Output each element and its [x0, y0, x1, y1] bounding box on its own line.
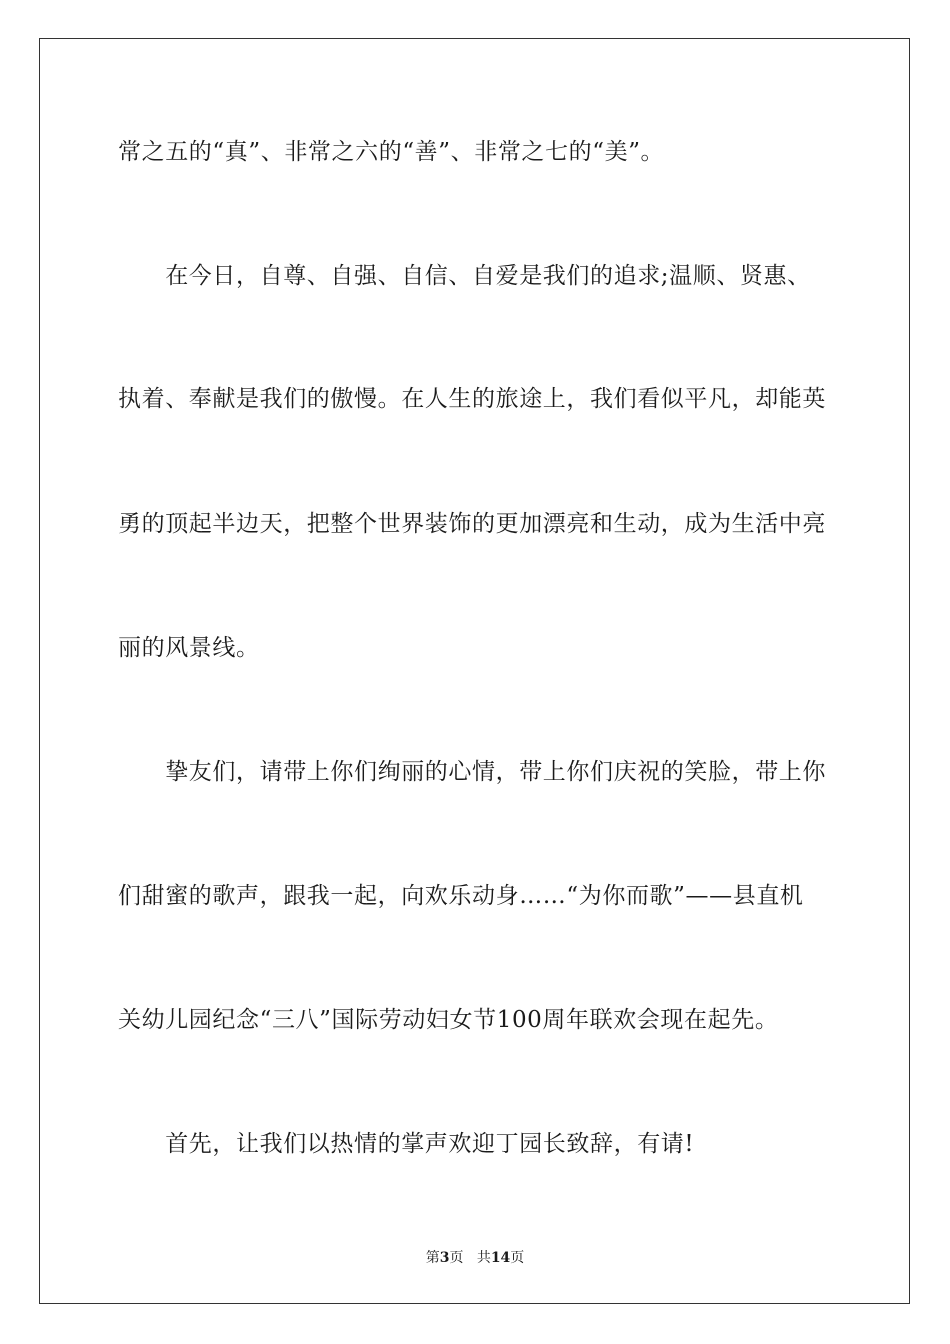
body-line-2: 在今日，自尊、自强、自信、自爱是我们的追求;温顺、贤惠、	[118, 263, 811, 289]
page-border	[39, 38, 910, 1304]
footer-page-suffix: 页	[449, 1250, 464, 1266]
body-line-9: 首先，让我们以热情的掌声欢迎丁园长致辞，有请!	[118, 1131, 695, 1157]
footer-total-suffix: 页	[510, 1250, 525, 1266]
body-line-5: 丽的风景线。	[118, 635, 260, 661]
total-page-number: 14	[490, 1250, 511, 1266]
body-line-1: 常之五的“真”、非常之六的“善”、非常之七的“美”。	[118, 139, 665, 165]
footer-prefix: 第	[425, 1250, 440, 1266]
body-line-7: 们甜蜜的歌声，跟我一起，向欢乐动身……“为你而歌”——县直机	[118, 883, 804, 909]
body-line-8: 关幼儿园纪念“三八”国际劳动妇女节100周年联欢会现在起先。	[118, 1007, 779, 1033]
body-line-3: 执着、奉献是我们的傲慢。在人生的旅途上，我们看似平凡，却能英	[118, 386, 826, 412]
body-line-6: 挚友们，请带上你们绚丽的心情，带上你们庆祝的笑脸，带上你	[118, 759, 826, 785]
page-footer	[0, 1249, 950, 1267]
footer-total-prefix: 共	[476, 1250, 491, 1266]
body-line-4: 勇的顶起半边天，把整个世界装饰的更加漂亮和生动，成为生活中亮	[118, 511, 826, 537]
current-page-number: 3	[439, 1250, 450, 1266]
